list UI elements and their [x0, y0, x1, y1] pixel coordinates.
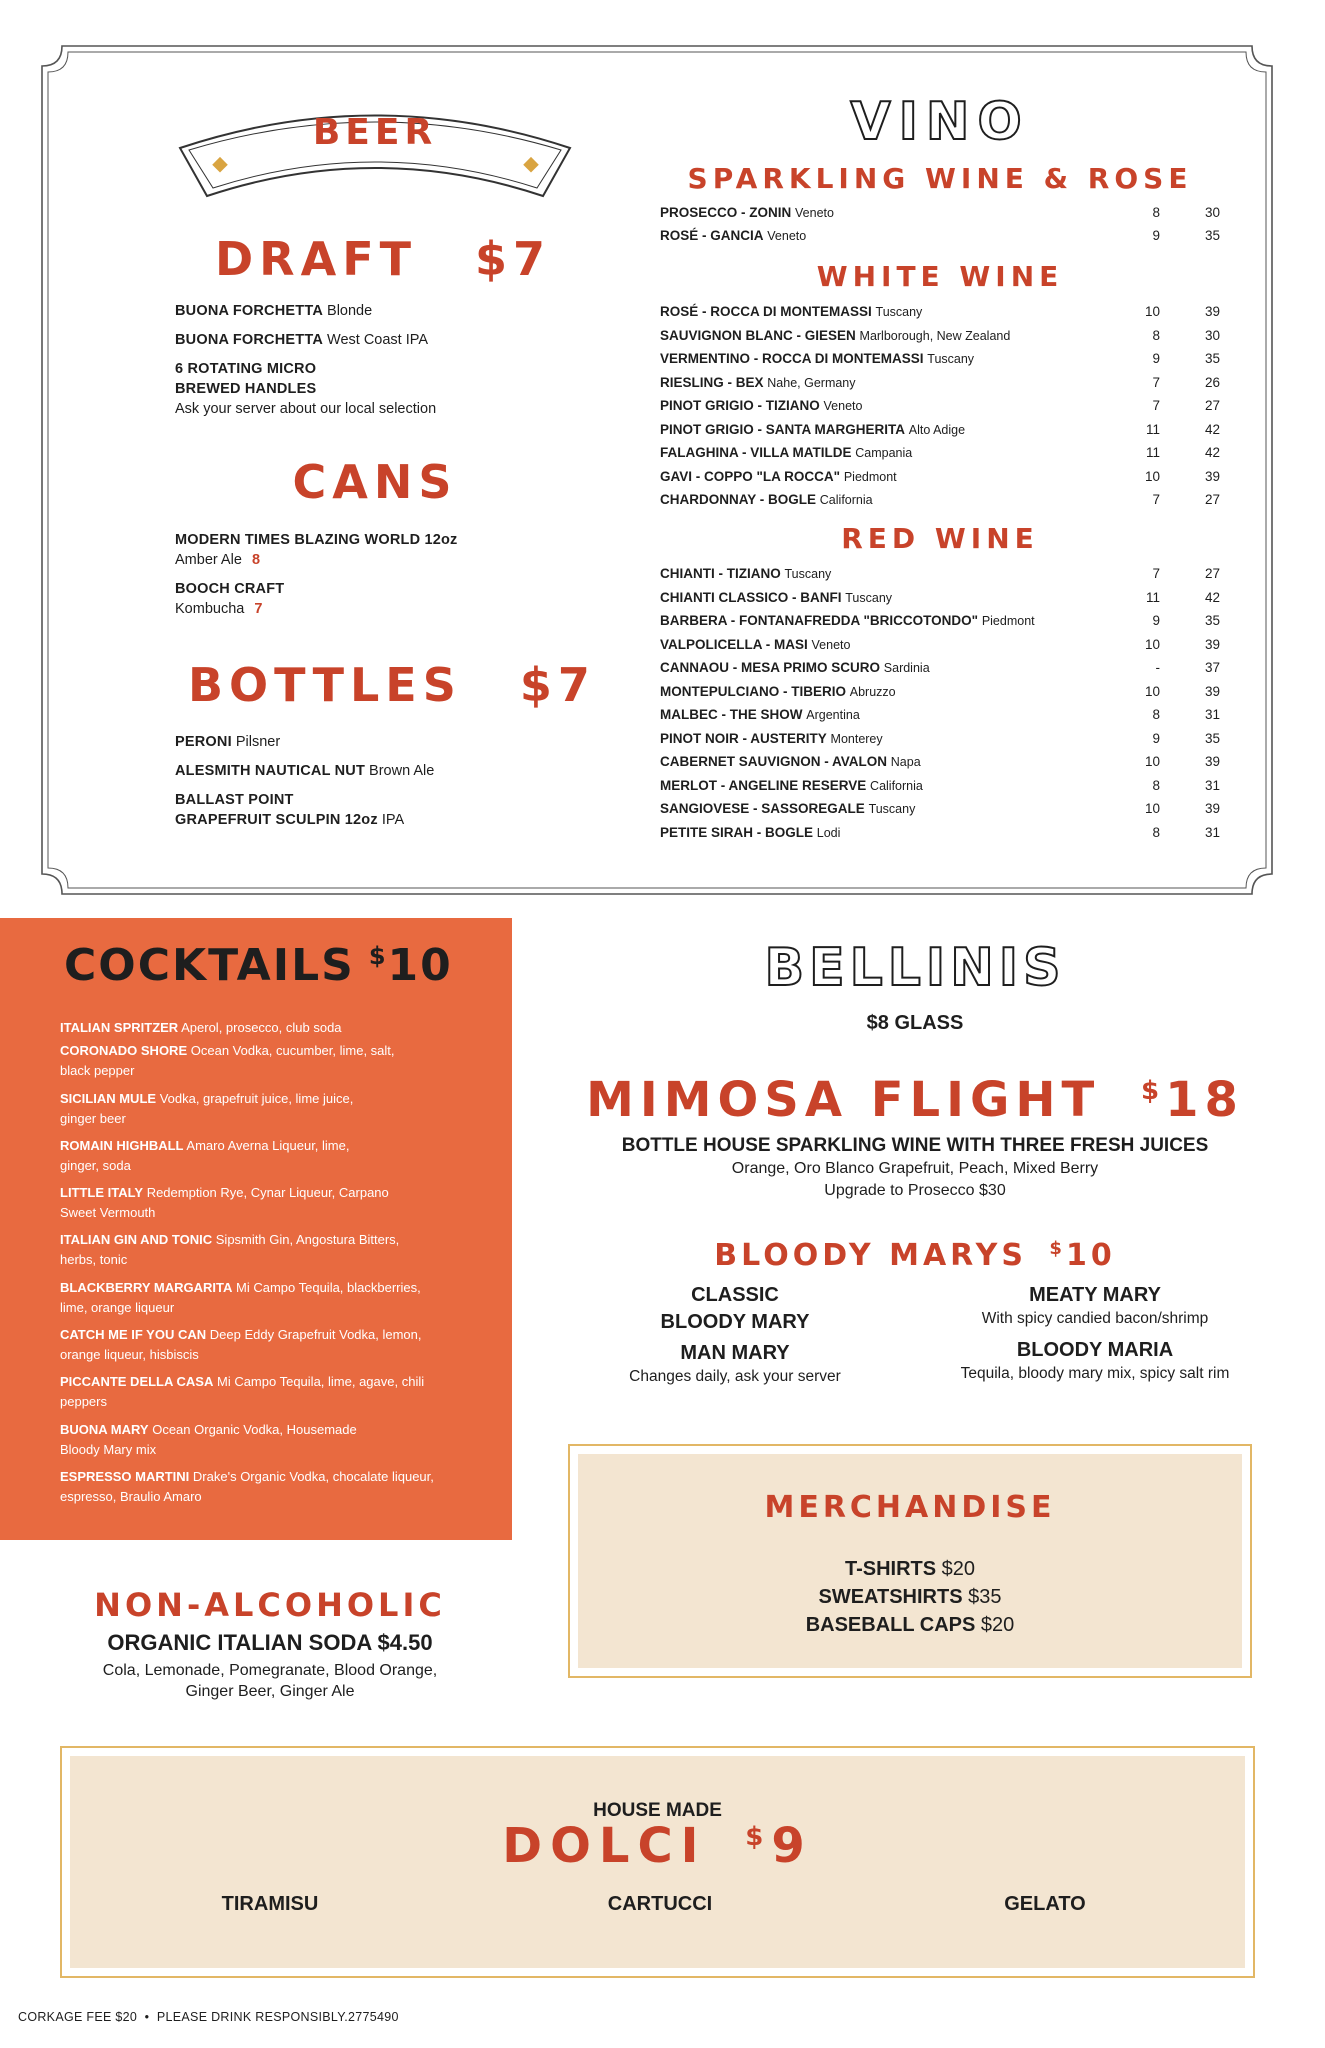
- mimosa-price-sup: $: [1141, 1076, 1166, 1106]
- bloody-price-sup: $: [1049, 1238, 1066, 1259]
- wine-row: MERLOT - ANGELINE RESERVE California 8 31: [660, 777, 1220, 793]
- wine-row: VERMENTINO - ROCCA DI MONTEMASSI Tuscany 9 35: [660, 351, 1220, 366]
- merch-item: BASEBALL CAPS $20: [805, 1614, 1015, 1636]
- cocktails-title: COCKTAILS: [64, 940, 355, 991]
- wine-row: CHIANTI CLASSICO - BANFI Tuscany 11 42: [660, 589, 1220, 605]
- draft-title: DRAFT: [215, 232, 418, 286]
- beer-banner-title: BEER: [312, 112, 438, 153]
- bloody-price: 10: [1065, 1238, 1116, 1273]
- merchandise-title: MERCHANDISE: [764, 1490, 1056, 1525]
- wine-row: MONTEPULCIANO - TIBERIO Abruzzo 10 39: [660, 683, 1220, 699]
- dolci-heading: [60, 1818, 1255, 1874]
- dolci-item: GELATO: [1004, 1893, 1086, 1915]
- white-wine-title: WHITE WINE: [816, 260, 1064, 293]
- draft-item: 6 ROTATING MICRO BREWED HANDLES Ask your server about our local selection: [175, 361, 437, 417]
- bottles-item: BALLAST POINT GRAPEFRUIT SCULPIN 12oz IPA: [175, 792, 405, 828]
- wine-row: CHIANTI - TIZIANO Tuscany 7 27: [660, 566, 1220, 581]
- bloody-left-column: CLASSIC BLOODY MARY MAN MARY Changes daily, ask your server: [629, 1284, 841, 1385]
- mimosa-juices: Orange, Oro Blanco Grapefruit, Peach, Mixed Berry: [731, 1160, 1099, 1177]
- merch-item: SWEATSHIRTS $35: [818, 1586, 1002, 1608]
- cocktail-item: SICILIAN MULE Vodka, grapefruit juice, lime juice, ginger beer: [60, 1091, 354, 1126]
- mimosa-upgrade: Upgrade to Prosecco $30: [824, 1182, 1006, 1199]
- sparkling-list: [660, 205, 1220, 255]
- cocktail-item: ITALIAN GIN AND TONIC Sipsmith Gin, Angostura Bitters, herbs, tonic: [60, 1232, 400, 1267]
- wine-row: RIESLING - BEX Nahe, Germany 7 26: [660, 374, 1220, 390]
- cocktail-item: ESPRESSO MARTINI Drake's Organic Vodka, chocalate liqueur, espresso, Braulio Amaro: [60, 1469, 434, 1504]
- draft-item: BUONA FORCHETTA West Coast IPA: [175, 332, 429, 348]
- cocktail-item: ROMAIN HIGHBALL Amaro Averna Liqueur, lime, ginger, soda: [60, 1138, 350, 1173]
- cocktails-price: 10: [387, 940, 453, 991]
- non-alcoholic-title: NON-ALCOHOLIC: [94, 1586, 446, 1624]
- wine-row: PINOT GRIGIO - SANTA MARGHERITA Alto Adige 11 42: [660, 421, 1220, 437]
- cocktails-price-sup: $: [368, 942, 388, 971]
- bellinis-title: BELLINIS: [764, 938, 1066, 998]
- bottles-heading: [188, 658, 596, 712]
- draft-price: $7: [475, 232, 552, 286]
- bloody-title: BLOODY MARYS: [714, 1238, 1027, 1273]
- wine-row: PINOT NOIR - AUSTERITY Monterey 9 35: [660, 730, 1220, 746]
- bloody-heading: [560, 1238, 1270, 1273]
- cans-title: CANS: [292, 455, 458, 509]
- dolci-kicker: HOUSE MADE: [593, 1800, 722, 1821]
- draft-item: BUONA FORCHETTA Blonde: [175, 303, 373, 319]
- bottles-price: $7: [519, 658, 596, 712]
- wine-row: PROSECCO - ZONIN Veneto 8 30: [660, 205, 1220, 220]
- cocktail-item: LITTLE ITALY Redemption Rye, Cynar Liqueur, Carpano Sweet Vermouth: [60, 1185, 389, 1220]
- footer-note: CORKAGE FEE $20 • PLEASE DRINK RESPONSIBLY.2775490: [18, 2010, 399, 2024]
- wine-row: VALPOLICELLA - MASI Veneto 10 39: [660, 636, 1220, 652]
- bottles-title: BOTTLES: [188, 658, 462, 712]
- wine-row: CHARDONNAY - BOGLE California 7 27: [660, 492, 1220, 507]
- wine-row: BARBERA - FONTANAFREDDA "BRICCOTONDO" Piedmont 9 35: [660, 613, 1220, 628]
- mimosa-heading: [560, 1072, 1270, 1128]
- wine-row: MALBEC - THE SHOW Argentina 8 31: [660, 707, 1220, 722]
- wine-row: SANGIOVESE - SASSOREGALE Tuscany 10 39: [660, 801, 1220, 816]
- cocktail-item: PICCANTE DELLA CASA Mi Campo Tequila, lime, agave, chili peppers: [60, 1374, 425, 1409]
- wine-row: ROSÉ - GANCIA Veneto 9 35: [660, 228, 1220, 243]
- wine-row: PINOT GRIGIO - TIZIANO Veneto 7 27: [660, 398, 1220, 413]
- mimosa-title: MIMOSA FLIGHT: [586, 1072, 1101, 1128]
- cans-item: MODERN TIMES BLAZING WORLD 12oz Amber Ale 8: [175, 532, 458, 568]
- soda-flavors: Cola, Lemonade, Pomegranate, Blood Orange, Ginger Beer, Ginger Ale: [102, 1662, 438, 1700]
- cocktail-item: CORONADO SHORE Ocean Vodka, cucumber, lime, salt, black pepper: [60, 1043, 395, 1078]
- bloody-right-column: MEATY MARY With spicy candied bacon/shrimp BLOODY MARIA Tequila, bloody mary mix, spicy salt rim: [960, 1284, 1230, 1382]
- wine-row: FALAGHINA - VILLA MATILDE Campania 11 42: [660, 445, 1220, 460]
- vino-title: VINO: [850, 92, 1030, 152]
- wine-row: GAVI - COPPO "LA ROCCA" Piedmont 10 39: [660, 468, 1220, 484]
- cocktail-item: ITALIAN SPRITZER Aperol, prosecco, club soda: [60, 1020, 342, 1035]
- dolci-title: DOLCI: [502, 1818, 707, 1874]
- cocktail-item: CATCH ME IF YOU CAN Deep Eddy Grapefruit Vodka, lemon, orange liqueur, hisbiscis: [60, 1327, 422, 1362]
- cocktail-item: BLACKBERRY MARGARITA Mi Campo Tequila, blackberries, lime, orange liqueur: [60, 1280, 421, 1315]
- bellinis-price: $8 GLASS: [866, 1012, 964, 1034]
- merch-item: T-SHIRTS $20: [844, 1558, 976, 1580]
- dolci-price: 9: [771, 1818, 813, 1874]
- white-wine-list: [660, 304, 1220, 514]
- draft-heading: [215, 232, 551, 286]
- bottles-item: PERONI Pilsner: [175, 734, 281, 750]
- mimosa-subtitle: BOTTLE HOUSE SPARKLING WINE WITH THREE FRESH JUICES: [621, 1135, 1209, 1156]
- dolci-item: CARTUCCI: [607, 1893, 713, 1915]
- red-wine-list: [660, 566, 1220, 851]
- cans-item: BOOCH CRAFT Kombucha 7: [175, 581, 285, 617]
- dolci-item: TIRAMISU: [221, 1893, 319, 1915]
- wine-row: SAUVIGNON BLANC - GIESEN Marlborough, New Zealand 8 30: [660, 327, 1220, 343]
- mimosa-price: 18: [1165, 1072, 1244, 1128]
- italian-soda: ORGANIC ITALIAN SODA $4.50: [107, 1630, 433, 1655]
- wine-row: CANNAOU - MESA PRIMO SCURO Sardinia - 37: [660, 660, 1220, 675]
- wine-row: CABERNET SAUVIGNON - AVALON Napa 10 39: [660, 754, 1220, 769]
- red-wine-title: RED WINE: [841, 522, 1039, 555]
- dolci-price-sup: $: [745, 1822, 772, 1852]
- cocktails-heading: [64, 940, 453, 991]
- bottles-item: ALESMITH NAUTICAL NUT Brown Ale: [175, 763, 435, 779]
- wine-row: PETITE SIRAH - BOGLE Lodi 8 31: [660, 824, 1220, 840]
- wine-row: ROSÉ - ROCCA DI MONTEMASSI Tuscany 10 39: [660, 304, 1220, 319]
- cocktail-item: BUONA MARY Ocean Organic Vodka, Housemade Bloody Mary mix: [60, 1422, 357, 1457]
- sparkling-title: SPARKLING WINE & ROSE: [687, 162, 1193, 195]
